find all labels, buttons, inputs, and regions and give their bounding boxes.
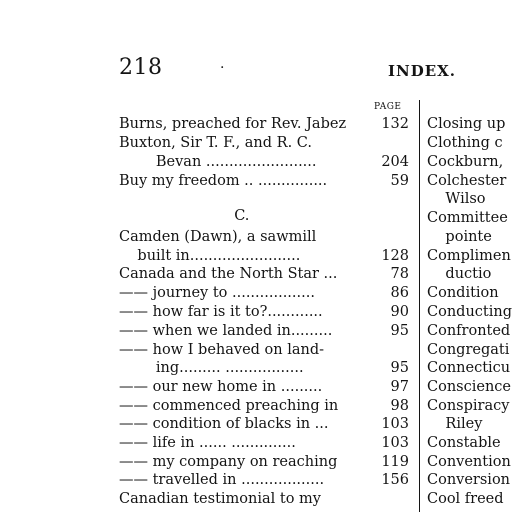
index-entry-text: Burns, preached for Rev. Jabez (119, 116, 347, 132)
index-entry-page: 90 (390, 304, 409, 320)
index-entry-text: —— commenced preaching in (119, 398, 339, 414)
page-column-label: PAGE (374, 102, 402, 112)
column-divider (419, 100, 420, 512)
index-entry-right: Conscience (427, 379, 511, 395)
index-entry-right: Condition (427, 285, 499, 301)
index-entry-text: built in........................ (119, 248, 301, 264)
index-entry-text: —— how far is it to?............ (119, 304, 323, 320)
index-entry-page: 97 (390, 379, 409, 395)
index-entry-right: Cool freed (427, 491, 504, 507)
index-entry-text: —— travelled in .................. (119, 472, 325, 488)
index-entry-right: Colchester (427, 173, 507, 189)
index-entry-text: Buxton, Sir T. F., and R. C. (119, 135, 312, 151)
index-entry-right: Cockburn, (427, 154, 504, 170)
index-entry-right: Connecticu (427, 360, 511, 376)
index-entry-text: Camden (Dawn), a sawmill (119, 229, 317, 245)
index-entry-text: —— how I behaved on land- (119, 342, 325, 358)
index-entry-page: 119 (381, 454, 409, 470)
index-entry-right: Closing up (427, 116, 506, 132)
index-entry-text: Buy my freedom .. ............... (119, 173, 328, 189)
index-entry-right: Riley (427, 416, 483, 432)
index-entry-text: C. (119, 208, 250, 224)
index-entry-page: 95 (390, 360, 409, 376)
index-entry-page: 78 (390, 266, 409, 282)
index-entry-right: Complimen (427, 248, 511, 264)
index-entry-right: Constable (427, 435, 501, 451)
index-entry-right: Convention (427, 454, 511, 470)
index-entry-right: Conspiracy (427, 398, 510, 414)
index-entry-text: —— condition of blacks in ... (119, 416, 329, 432)
index-entry-page: 204 (381, 154, 409, 170)
index-entry-right: Confronted (427, 323, 511, 339)
index-entry-text: Canada and the North Star ... (119, 266, 338, 282)
index-entry-text: —— journey to .................. (119, 285, 315, 301)
index-entry-page: 156 (381, 472, 409, 488)
index-title: INDEX. (388, 62, 457, 80)
index-entry-text: —— life in ...... .............. (119, 435, 296, 451)
index-entry-text: —— my company on reaching (119, 454, 338, 470)
index-entry-right: Wilso (427, 191, 486, 207)
index-entry-page: 98 (390, 398, 409, 414)
index-entry-right: ductio (427, 266, 492, 282)
index-entry-page: 103 (381, 416, 409, 432)
index-entry-right: Congregati (427, 342, 510, 358)
index-entry-page: 95 (390, 323, 409, 339)
index-entry-right: Conducting (427, 304, 512, 320)
index-entry-right: pointe (427, 229, 492, 245)
index-entry-right: Clothing c (427, 135, 503, 151)
index-entry-page: 59 (390, 173, 409, 189)
index-entry-page: 128 (381, 248, 409, 264)
index-entry-text: —— when we landed in......... (119, 323, 333, 339)
index-entry-text: ing......... ................. (119, 360, 304, 376)
index-entry-text: Canadian testimonial to my (119, 491, 322, 507)
index-entry-page: 132 (381, 116, 409, 132)
index-entry-text: Bevan ........................ (119, 154, 317, 170)
index-entry-text: —— our new home in ......... (119, 379, 323, 395)
page-number: 218 (119, 55, 163, 80)
index-entry-right: Conversion (427, 472, 511, 488)
index-entry-page: 86 (390, 285, 409, 301)
index-entry-page: 103 (381, 435, 409, 451)
index-entry-right: Committee (427, 210, 508, 226)
header-bullet: · (220, 60, 225, 76)
